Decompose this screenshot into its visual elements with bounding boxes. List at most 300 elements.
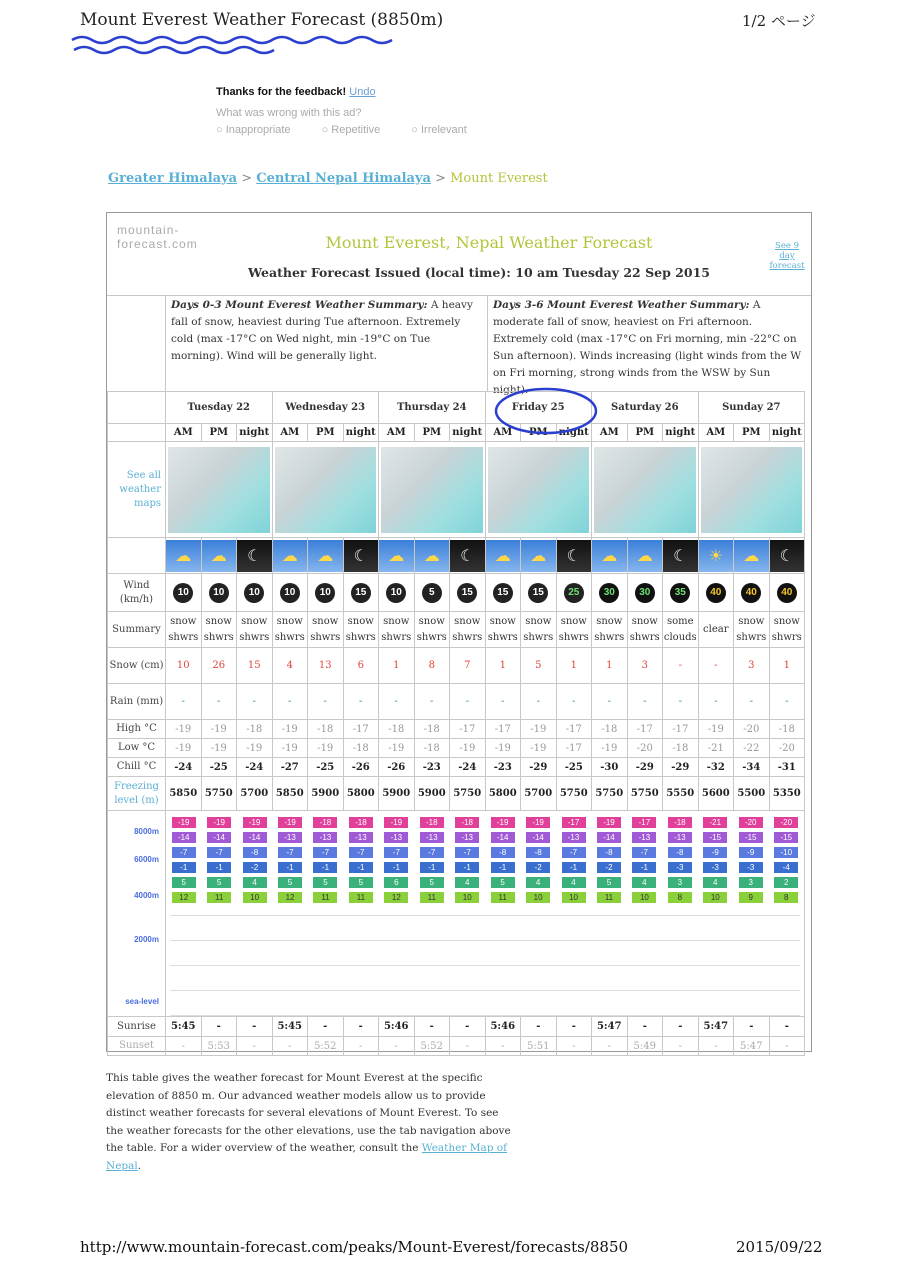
profile-temp-badge: -7 [349,847,373,858]
profile-temp-badge: 10 [526,892,550,903]
partly-cloudy-snow-icon: ☁ [379,540,414,572]
profile-temp-badge: -8 [243,847,267,858]
low-cell: -19 [308,739,344,758]
freezing-cell: 5700 [237,777,273,811]
sunset-cell: 5:51 [521,1037,557,1056]
low-cell: -22 [734,739,770,758]
option-repetitive[interactable]: ○ Repetitive [321,124,381,136]
day-header: Tuesday 22 [166,392,273,424]
rain-cell: - [592,684,628,720]
wind-cell [414,574,450,612]
chill-cell: -25 [556,758,592,777]
wind-badge: 10 [315,583,335,603]
low-cell: -19 [450,739,486,758]
freezing-cell: 5700 [521,777,557,811]
partly-cloudy-snow-icon: ☁ [486,540,521,572]
profile-temp-badge: -1 [455,862,479,873]
forecast-table [107,391,805,1056]
wind-badge: 10 [209,583,229,603]
period-label: night [556,424,592,442]
day-header: Friday 25 [485,392,592,424]
profile-temp-badge: 4 [703,877,727,888]
profile-temp-badge: -9 [739,847,763,858]
profile-temp-badge: -3 [703,862,727,873]
profile-temp-badge: -13 [562,832,586,843]
rain-cell: - [556,684,592,720]
summary-days-0-3: Days 0-3 Mount Everest Weather Summary: A heavy fall of snow, heaviest during Tue afternoon. Extremely cold (max -17°C on Wed night, min -19°C on Tue morning). Wind will be generally light. [171,299,473,362]
summary-cell: snow shwrs [414,612,450,648]
profile-temp-badge: 10 [632,892,656,903]
profile-temp-badge: -7 [420,847,444,858]
profile-temp-badge: 11 [597,892,621,903]
moon-snow-icon: ☾ [344,540,379,572]
profile-temp-badge: -14 [243,832,267,843]
low-cell: -20 [769,739,805,758]
chill-cell: -29 [627,758,663,777]
profile-temp-badge: -13 [313,832,337,843]
forecast-title: Mount Everest, Nepal Weather Forecast [325,233,653,252]
sunset-cell: - [663,1037,699,1056]
high-cell: -18 [237,720,273,739]
corner [108,392,166,424]
sunrise-cell: 5:46 [379,1017,415,1037]
summary-cell: snow shwrs [343,612,379,648]
profile-temp-badge: -20 [774,817,798,828]
freezing-cell: 5850 [166,777,202,811]
summary-cell: snow shwrs [556,612,592,648]
rain-cell: - [343,684,379,720]
freezing-cell: 5750 [450,777,486,811]
weather-icon-cell [521,538,557,574]
weather-map[interactable] [485,442,592,538]
weather-map[interactable] [592,442,699,538]
high-cell: -19 [698,720,734,739]
profile-temp-badge: -1 [207,862,231,873]
profile-temp-badge: -18 [313,817,337,828]
profile-temp-badge: -13 [632,832,656,843]
partly-cloudy-snow-icon: ☁ [521,540,556,572]
snow-cell: 8 [414,648,450,684]
page-number: 1/2 ページ [742,12,816,30]
weather-icon-cell [201,538,237,574]
freezing-cell: 5900 [414,777,450,811]
profile-temp-badge: -9 [703,847,727,858]
chill-cell: -27 [272,758,308,777]
summary-cell: snow shwrs [592,612,628,648]
altitude-label: 2000m [134,935,159,944]
profile-temp-badge: 5 [172,877,196,888]
wind-cell [450,574,486,612]
freezing-cell: 5550 [663,777,699,811]
profile-temp-badge: 11 [349,892,373,903]
summary-cell: some clouds [663,612,699,648]
wind-badge: 25 [564,583,584,603]
weather-icon-cell [166,538,202,574]
snow-cell: 1 [592,648,628,684]
profile-temp-badge: -17 [562,817,586,828]
high-cell: -17 [663,720,699,739]
low-cell: -19 [201,739,237,758]
sunrise-label: Sunrise [108,1017,166,1037]
profile-temp-badge: 5 [207,877,231,888]
pen-scribble [70,30,402,58]
ad-feedback [216,86,495,136]
summary-cell: snow shwrs [379,612,415,648]
summary-cell: snow shwrs [201,612,237,648]
profile-temp-badge: -19 [278,817,302,828]
chill-cell: -29 [521,758,557,777]
sunset-cell: 5:52 [308,1037,344,1056]
profile-temp-badge: 4 [562,877,586,888]
summary-cell: clear [698,612,734,648]
wind-badge: 10 [280,583,300,603]
day-header: Saturday 26 [592,392,699,424]
weather-icon-cell [272,538,308,574]
snow-cell: 10 [166,648,202,684]
profile-temp-badge: -18 [420,817,444,828]
profile-temp-badge: -2 [243,862,267,873]
snow-cell: 15 [237,648,273,684]
snow-cell: 3 [734,648,770,684]
low-cell: -19 [485,739,521,758]
profile-temp-badge: -7 [384,847,408,858]
high-cell: -18 [592,720,628,739]
weather-map[interactable] [379,442,486,538]
partly-cloudy-snow-icon: ☁ [273,540,308,572]
period-label: night [450,424,486,442]
sunset-cell: - [379,1037,415,1056]
profile-temp-badge: -10 [774,847,798,858]
profile-temp-badge: -15 [703,832,727,843]
wind-cell [379,574,415,612]
profile-temp-badge: -15 [739,832,763,843]
profile-temp-badge: -14 [491,832,515,843]
snow-cell: - [698,648,734,684]
profile-temp-badge: -18 [349,817,373,828]
freezing-cell: 5900 [308,777,344,811]
weather-icon-cell [414,538,450,574]
sunset-cell: 5:52 [414,1037,450,1056]
period-label: night [663,424,699,442]
breadcrumb-greater-himalaya[interactable]: Greater Himalaya [108,171,238,186]
high-cell: -19 [521,720,557,739]
profile-temp-badge: -14 [597,832,621,843]
temperature-profile [166,811,805,1017]
profile-temp-badge: 5 [420,877,444,888]
profile-temp-badge: 4 [455,877,479,888]
partly-cloudy-snow-icon: ☁ [166,540,201,572]
summary-cell: snow shwrs [272,612,308,648]
sunset-cell: 5:47 [734,1037,770,1056]
low-cell: -19 [379,739,415,758]
wind-badge: 15 [457,583,477,603]
rain-cell: - [627,684,663,720]
sunrise-cell: 5:45 [166,1017,202,1037]
feedback-question: What was wrong with this ad? [216,107,362,119]
summary-cell: snow shwrs [450,612,486,648]
snow-cell: 13 [308,648,344,684]
profile-temp-badge: -1 [632,862,656,873]
profile-temp-badge: -3 [739,862,763,873]
wind-cell [592,574,628,612]
see-9-day-link[interactable]: See 9 day forecast [769,241,805,271]
sunset-cell: - [556,1037,592,1056]
weather-icon-cell [556,538,592,574]
partly-cloudy-snow-icon: ☁ [592,540,627,572]
profile-temp-badge: 4 [243,877,267,888]
sunset-cell: - [343,1037,379,1056]
chill-cell: -34 [734,758,770,777]
low-cell: -17 [556,739,592,758]
sunrise-cell: - [237,1017,273,1037]
high-cell: -17 [556,720,592,739]
low-cell: -19 [592,739,628,758]
wind-badge: 10 [386,583,406,603]
profile-temp-badge: 5 [491,877,515,888]
high-cell: -17 [450,720,486,739]
profile-temp-badge: -21 [703,817,727,828]
profile-temp-badge: -8 [668,847,692,858]
snow-cell: 6 [343,648,379,684]
wind-badge: 35 [670,583,690,603]
sunset-cell: - [237,1037,273,1056]
freezing-cell: 5750 [627,777,663,811]
period-label: AM [166,424,202,442]
high-cell: -20 [734,720,770,739]
period-label: AM [698,424,734,442]
profile-temp-badge: -7 [207,847,231,858]
profile-temp-badge: -19 [172,817,196,828]
summary-cell: snow shwrs [308,612,344,648]
freezing-cell: 5500 [734,777,770,811]
profile-temp-badge: -3 [668,862,692,873]
sunrise-cell: - [201,1017,237,1037]
chill-cell: -29 [663,758,699,777]
print-date: 2015/09/22 [736,1238,823,1256]
option-irrelevant[interactable]: ○ Irrelevant [411,124,467,136]
snow-cell: 1 [485,648,521,684]
profile-temp-badge: -13 [278,832,302,843]
sunrise-cell: - [663,1017,699,1037]
partly-cloudy-snow-icon: ☁ [734,540,769,572]
summary-cell: snow shwrs [627,612,663,648]
breadcrumb-central-nepal[interactable]: Central Nepal Himalaya [256,171,431,186]
chill-cell: -26 [343,758,379,777]
weather-map[interactable] [698,442,805,538]
freezing-cell: 5750 [592,777,628,811]
sunrise-cell: 5:46 [485,1017,521,1037]
profile-temp-badge: -13 [349,832,373,843]
period-label: night [769,424,805,442]
profile-temp-badge: -14 [526,832,550,843]
weather-icon-cell [485,538,521,574]
altitude-label: 4000m [134,891,159,900]
weather-icon-cell [769,538,805,574]
freezing-cell: 5850 [272,777,308,811]
profile-temp-badge: -7 [455,847,479,858]
rain-cell: - [272,684,308,720]
profile-temp-badge: -8 [597,847,621,858]
period-label: AM [592,424,628,442]
rain-cell: - [734,684,770,720]
low-cell: -18 [663,739,699,758]
issued-time: Weather Forecast Issued (local time): 10 am Tuesday 22 Sep 2015 [248,265,710,280]
weather-map[interactable] [166,442,273,538]
profile-temp-badge: -8 [526,847,550,858]
profile-temp-badge: -1 [562,862,586,873]
snow-label: Snow (cm) [108,648,166,684]
sunset-cell: - [592,1037,628,1056]
chill-cell: -30 [592,758,628,777]
weather-icon-cell [450,538,486,574]
profile-temp-badge: -19 [384,817,408,828]
feedback-thanks: Thanks for the feedback! [216,86,347,98]
sunrise-cell: - [308,1017,344,1037]
low-cell: -19 [521,739,557,758]
chill-cell: -23 [414,758,450,777]
wind-cell [769,574,805,612]
weather-icon-cell [379,538,415,574]
high-cell: -18 [308,720,344,739]
wind-badge: 10 [173,583,193,603]
rain-cell: - [698,684,734,720]
summary-cell: snow shwrs [166,612,202,648]
sunset-cell: - [272,1037,308,1056]
wind-cell [663,574,699,612]
sunrise-cell: - [734,1017,770,1037]
wind-badge: 40 [777,583,797,603]
sunset-cell: - [450,1037,486,1056]
summary-days-3-6: Days 3-6 Mount Everest Weather Summary: A moderate fall of snow, heaviest on Fri afternoon. Extremely cold (max -17°C on Fri morning, min -22°C on Sun afternoon). Winds increasing (light winds from the W on Fri morning, strong winds from the WSW by Sun night). [493,299,802,396]
low-cell: -19 [237,739,273,758]
print-title: Mount Everest Weather Forecast (8850m) [80,10,444,30]
period-label: PM [627,424,663,442]
sun-icon: ☀ [699,540,734,572]
rain-cell: - [414,684,450,720]
profile-temp-badge: -7 [172,847,196,858]
profile-temp-badge: -15 [774,832,798,843]
profile-temp-badge: -18 [455,817,479,828]
profile-temp-badge: 12 [172,892,196,903]
rain-cell: - [166,684,202,720]
period-label: night [343,424,379,442]
profile-temp-badge: -2 [526,862,550,873]
period-label: AM [485,424,521,442]
chill-cell: -24 [166,758,202,777]
forecast-panel [106,212,812,1052]
wind-cell [521,574,557,612]
period-label: PM [521,424,557,442]
summary-cell: snow shwrs [237,612,273,648]
moon-snow-icon: ☾ [237,540,272,572]
chill-cell: -31 [769,758,805,777]
weather-map-link[interactable]: Weather Map of Nepal [106,1142,508,1172]
profile-temp-badge: -19 [243,817,267,828]
profile-temp-badge: -2 [597,862,621,873]
sunrise-cell: - [450,1017,486,1037]
breadcrumb-current: Mount Everest [450,171,548,186]
rain-cell: - [201,684,237,720]
chill-cell: -24 [450,758,486,777]
chill-cell: -23 [485,758,521,777]
day-header: Wednesday 23 [272,392,379,424]
option-inappropriate[interactable]: ○ Inappropriate [216,124,291,136]
profile-temp-badge: 10 [455,892,479,903]
breadcrumb: Greater Himalaya > Central Nepal Himalaya > Mount Everest [108,171,548,186]
summary-label: Summary [108,612,166,648]
sunrise-cell: - [627,1017,663,1037]
profile-temp-badge: -19 [207,817,231,828]
wind-badge: 30 [599,583,619,603]
chill-label: Chill °C [108,758,166,777]
low-cell: -21 [698,739,734,758]
profile-temp-badge: 11 [207,892,231,903]
freezing-cell: 5750 [556,777,592,811]
sunset-label: Sunset [108,1037,166,1056]
rain-cell: - [769,684,805,720]
wind-cell [734,574,770,612]
weather-icon-cell [308,538,344,574]
moon-cloud-icon: ☾ [663,540,698,572]
snow-cell: 1 [556,648,592,684]
period-label: PM [201,424,237,442]
weather-icon-cell [627,538,663,574]
low-cell: -18 [414,739,450,758]
weather-icon-cell [237,538,273,574]
snow-cell: 1 [769,648,805,684]
profile-temp-badge: 10 [562,892,586,903]
sunset-cell: - [485,1037,521,1056]
weather-icon-cell [698,538,734,574]
profile-temp-badge: 10 [243,892,267,903]
profile-temp-badge: -1 [349,862,373,873]
summary-cell: snow shwrs [769,612,805,648]
profile-temp-badge: 11 [313,892,337,903]
rain-cell: - [379,684,415,720]
high-cell: -18 [379,720,415,739]
moon-snow-icon: ☾ [770,540,805,572]
high-cell: -17 [627,720,663,739]
sunrise-cell: - [556,1017,592,1037]
undo-link[interactable]: Undo [349,86,376,98]
weather-icon-cell [343,538,379,574]
freezing-cell: 5800 [343,777,379,811]
weather-map[interactable] [272,442,379,538]
pen-circle [490,385,602,437]
partly-cloudy-snow-icon: ☁ [202,540,237,572]
profile-temp-badge: -1 [491,862,515,873]
rain-cell: - [485,684,521,720]
chill-cell: -32 [698,758,734,777]
period-label: AM [272,424,308,442]
partly-cloudy-snow-icon: ☁ [628,540,663,572]
profile-temp-badge: -1 [313,862,337,873]
profile-temp-badge: -1 [384,862,408,873]
wind-cell [272,574,308,612]
period-label: PM [414,424,450,442]
wind-cell [201,574,237,612]
partly-cloudy-snow-icon: ☁ [415,540,450,572]
partly-cloudy-snow-icon: ☁ [308,540,343,572]
profile-temp-badge: 8 [668,892,692,903]
sunrise-cell: 5:47 [698,1017,734,1037]
rain-cell: - [450,684,486,720]
profile-temp-badge: 4 [526,877,550,888]
see-all-maps-link[interactable]: See all weather maps [108,442,166,538]
altitude-label: 8000m [134,827,159,836]
wind-cell [556,574,592,612]
wind-cell [343,574,379,612]
